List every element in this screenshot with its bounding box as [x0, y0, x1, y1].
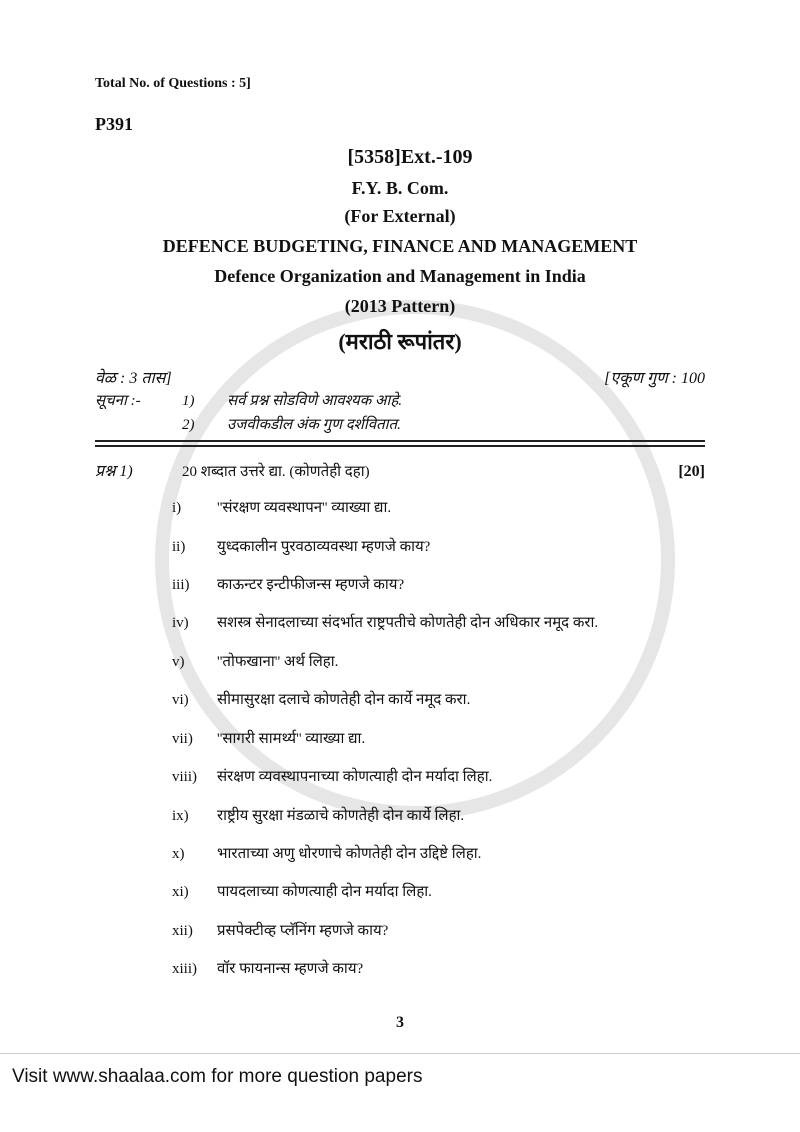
item-number: viii)	[172, 769, 197, 785]
paper-title: Defence Organization and Management in India	[214, 266, 586, 286]
footer-link[interactable]: Visit www.shaalaa.com for more question papers	[12, 1066, 423, 1087]
item-text: ''तोफखाना'' अर्थ लिहा.	[217, 654, 339, 670]
instruction-row	[95, 390, 705, 410]
question-marks: [20]	[678, 463, 705, 480]
question-item	[172, 958, 705, 978]
mode: (For External)	[344, 206, 456, 226]
instruction-row	[95, 414, 705, 434]
item-text: प्रसपेक्टीव्ह प्लॅनिंग म्हणजे काय?	[217, 923, 389, 939]
question-item	[172, 766, 705, 786]
question-item	[172, 920, 705, 940]
item-number: vi)	[172, 692, 189, 708]
instruction-text: उजवीकडील अंक गुण दर्शवितात.	[227, 417, 401, 433]
item-number: ii)	[172, 539, 186, 555]
total-marks: [एकूण गुण : 100	[604, 370, 705, 387]
item-number: x)	[172, 846, 185, 862]
instruction-num: 2)	[182, 417, 195, 433]
item-number: xii)	[172, 923, 193, 939]
time: वेळ : 3 तास]	[95, 370, 172, 387]
item-text: वॉर फायनान्स म्हणजे काय?	[217, 961, 364, 977]
language: (मराठी रूपांतर)	[338, 329, 462, 354]
question-label: प्रश्न 1)	[95, 463, 133, 480]
question-item	[172, 651, 705, 671]
subject: DEFENCE BUDGETING, FINANCE AND MANAGEMENT	[162, 236, 638, 256]
exam-code: [5358]Ext.-109	[347, 146, 473, 168]
pattern: (2013 Pattern)	[344, 296, 456, 316]
item-text: ''संरक्षण व्यवस्थापन'' व्याख्या द्या.	[217, 500, 392, 516]
divider	[95, 445, 705, 447]
item-text: ''सागरी सामर्थ्य'' व्याख्या द्या.	[217, 731, 366, 747]
footer-divider	[0, 1053, 800, 1054]
divider	[95, 440, 705, 442]
item-number: xi)	[172, 884, 189, 900]
course: F.Y. B. Com.	[351, 178, 449, 198]
question-item	[172, 805, 705, 825]
item-number: xiii)	[172, 961, 197, 977]
question-row	[95, 459, 705, 481]
item-text: सशस्त्र सेनादलाच्या संदर्भात राष्ट्रपतीचे कोणतेही दोन अधिकार नमूद करा.	[217, 615, 599, 631]
question-item	[172, 689, 705, 709]
question-item	[172, 728, 705, 748]
item-text: पायदलाच्या कोणत्याही दोन मर्यादा लिहा.	[217, 884, 432, 900]
question-item	[172, 497, 705, 517]
item-number: iv)	[172, 615, 189, 631]
question-item	[172, 612, 705, 632]
time-marks-row	[95, 366, 705, 388]
item-text: युध्दकालीन पुरवठाव्यवस्था म्हणजे काय?	[217, 539, 431, 555]
item-text: काऊन्टर इन्टीफीजन्स म्हणजे काय?	[217, 577, 405, 593]
page-number: 3	[396, 1014, 404, 1031]
question-text: 20 शब्दात उत्तरे द्या. (कोणतेही दहा)	[182, 464, 370, 480]
item-text: सीमासुरक्षा दलाचे कोणतेही दोन कार्ये नमूद करा.	[217, 692, 471, 708]
item-text: राष्ट्रीय सुरक्षा मंडळाचे कोणतेही दोन कार्ये लिहा.	[217, 808, 465, 824]
question-item	[172, 881, 705, 901]
instructions-label: सूचना :-	[95, 393, 141, 409]
question-item	[172, 536, 705, 556]
question-item	[172, 843, 705, 863]
item-number: ix)	[172, 808, 189, 824]
item-text: भारताच्या अणु धोरणाचे कोणतेही दोन उद्दिष्टे लिहा.	[217, 846, 482, 862]
total-questions: Total No. of Questions : 5]	[95, 76, 251, 91]
item-number: iii)	[172, 577, 190, 593]
item-number: i)	[172, 500, 182, 516]
question-item	[172, 574, 705, 594]
item-number: vii)	[172, 731, 193, 747]
item-text: संरक्षण व्यवस्थापनाच्या कोणत्याही दोन मर्यादा लिहा.	[217, 769, 493, 785]
paper-code: P391	[95, 114, 133, 134]
instruction-text: सर्व प्रश्न सोडविणे आवश्यक आहे.	[227, 393, 403, 409]
instruction-num: 1)	[182, 393, 195, 409]
item-number: v)	[172, 654, 185, 670]
